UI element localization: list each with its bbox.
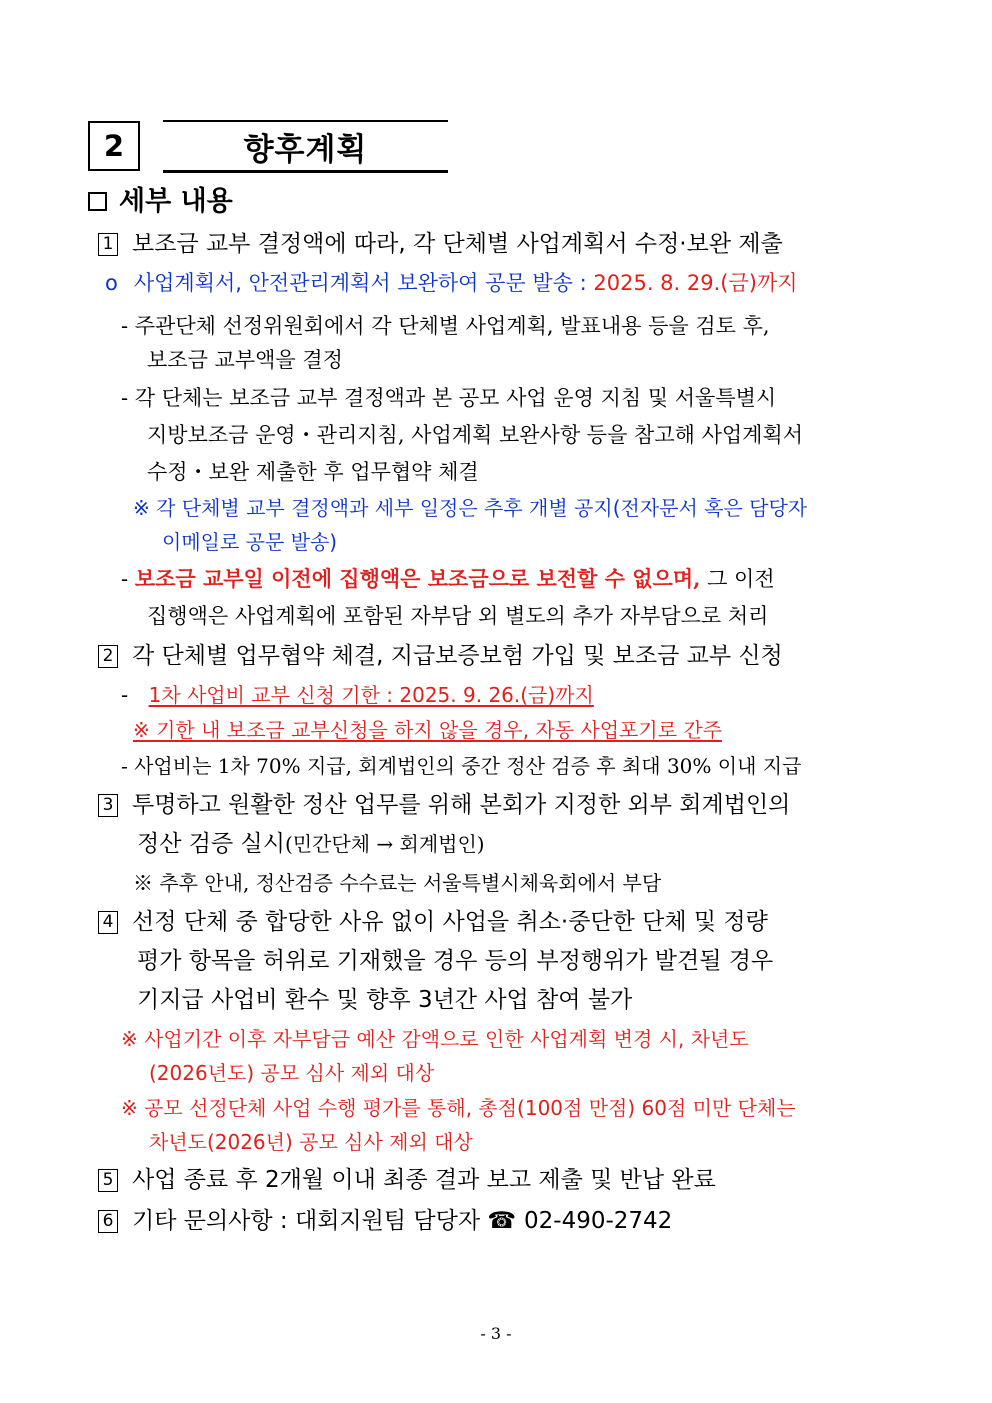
item-1-detail-3-line-1 xyxy=(121,567,775,591)
section-number-box: 2 xyxy=(88,121,140,171)
item-3-note: ※ 추후 안내, 정산검증 수수료는 서울특별시체육회에서 부담 xyxy=(133,871,662,895)
bullet-deadline: 2025. 8. 29.(금)까지 xyxy=(593,271,798,295)
item-1-detail-2-line-3: 수정・보완 제출한 후 업무협약 체결 xyxy=(147,460,479,484)
item-4-line-3: 기지급 사업비 환수 및 향후 3년간 사업 참여 불가 xyxy=(137,987,633,1013)
item-number-box: 2 xyxy=(98,645,118,668)
item-1 xyxy=(98,231,783,257)
item-1-detail-2-line-2: 지방보조금 운영・관리지침, 사업계획 보완사항 등을 참고해 사업계획서 xyxy=(147,423,804,447)
item-text-note: (민간단체 → 회계법인) xyxy=(284,832,485,856)
item-number-box: 6 xyxy=(98,1210,118,1233)
item-2-note: ※ 기한 내 보조금 교부신청을 하지 않을 경우, 자동 사업포기로 간주 xyxy=(133,718,723,742)
item-3-line-2 xyxy=(137,831,485,857)
section-title-top-rule xyxy=(163,120,448,122)
item-4-line-2: 평가 항목을 허위로 기재했을 경우 등의 부정행위가 발견될 경우 xyxy=(137,948,774,974)
item-number-box: 5 xyxy=(98,1169,118,1192)
dash: - xyxy=(121,683,135,707)
detail-text: 그 이전 xyxy=(700,567,775,591)
item-5 xyxy=(98,1167,716,1193)
item-1-detail-1-line-1: - 주관단체 선정위원회에서 각 단체별 사업계획, 발표내용 등을 검토 후, xyxy=(121,314,770,338)
item-1-detail-2-line-1: - 각 단체는 보조금 교부 결정액과 본 공모 사업 운영 지침 및 서울특별시 xyxy=(121,386,777,410)
item-1-detail-3-line-2: 집행액은 사업계획에 포함된 자부담 외 별도의 추가 자부담으로 처리 xyxy=(147,604,769,628)
warning-text: 보조금 교부일 이전에 집행액은 보조금으로 보전할 수 없으며, xyxy=(134,566,701,591)
section-title: 향후계획 xyxy=(243,132,368,168)
item-4-note-2-line-1: ※ 공모 선정단체 사업 수행 평가를 통해, 총점(100점 만점) 60점 미만 단체는 xyxy=(121,1096,796,1120)
section-title-bottom-rule xyxy=(163,170,448,173)
item-4-note-1-line-1: ※ 사업기간 이후 자부담금 예산 감액으로 인한 사업계획 변경 시, 차년도 xyxy=(121,1027,749,1051)
item-text: 기타 문의사항 : 대회지원팀 담당자 xyxy=(132,1208,488,1234)
item-1-detail-1-line-2: 보조금 교부액을 결정 xyxy=(147,348,343,372)
subheading-text: 세부 내용 xyxy=(119,186,233,217)
deadline-text: 1차 사업비 교부 신청 기한 : 2025. 9. 26.(금)까지 xyxy=(148,683,594,707)
item-text: 선정 단체 중 합당한 사유 없이 사업을 취소·중단한 단체 및 정량 xyxy=(132,909,768,935)
phone-icon: ☎ xyxy=(487,1208,517,1234)
item-4-note-2-line-2: 차년도(2026년) 공모 심사 제외 대상 xyxy=(149,1130,473,1154)
item-number-box: 4 xyxy=(98,911,118,934)
item-3-line-1 xyxy=(98,792,790,818)
item-2 xyxy=(98,643,783,669)
item-number-box: 3 xyxy=(98,794,118,817)
item-text: 투명하고 원활한 정산 업무를 위해 본회가 지정한 외부 회계법인의 xyxy=(132,792,791,818)
item-number-box: 1 xyxy=(98,233,118,256)
item-4-line-1 xyxy=(98,909,768,935)
item-text: 보조금 교부 결정액에 따라, 각 단체별 사업계획서 수정·보완 제출 xyxy=(132,231,783,257)
item-2-detail-2: - 사업비는 1차 70% 지급, 회계법인의 중간 정산 검증 후 최대 30% 이내 지급 xyxy=(121,754,802,778)
item-text: 정산 검증 실시 xyxy=(137,831,285,857)
item-6 xyxy=(98,1208,672,1234)
phone-number: 02-490-2742 xyxy=(524,1208,673,1234)
subheading xyxy=(88,186,233,217)
item-4-note-1-line-2: (2026년도) 공모 심사 제외 대상 xyxy=(149,1061,435,1085)
page-number: - 3 - xyxy=(480,1324,512,1343)
bullet-text: 사업계획서, 안전관리계획서 보완하여 공문 발송 : xyxy=(133,271,594,295)
item-1-bullet xyxy=(105,271,798,295)
item-text: 각 단체별 업무협약 체결, 지급보증보험 가입 및 보조금 교부 신청 xyxy=(132,643,783,669)
item-1-note-line-2: 이메일로 공문 발송) xyxy=(162,530,338,554)
dash: - xyxy=(121,567,135,591)
item-1-note-line-1: ※ 각 단체별 교부 결정액과 세부 일정은 추후 개별 공지(전자문서 혹은 담당자 xyxy=(133,496,808,520)
item-text: 사업 종료 후 2개월 이내 최종 결과 보고 제출 및 반납 완료 xyxy=(132,1167,716,1193)
bullet-mark: o xyxy=(105,271,118,295)
item-2-detail-1 xyxy=(121,684,594,707)
checkbox-square-icon xyxy=(88,192,107,211)
